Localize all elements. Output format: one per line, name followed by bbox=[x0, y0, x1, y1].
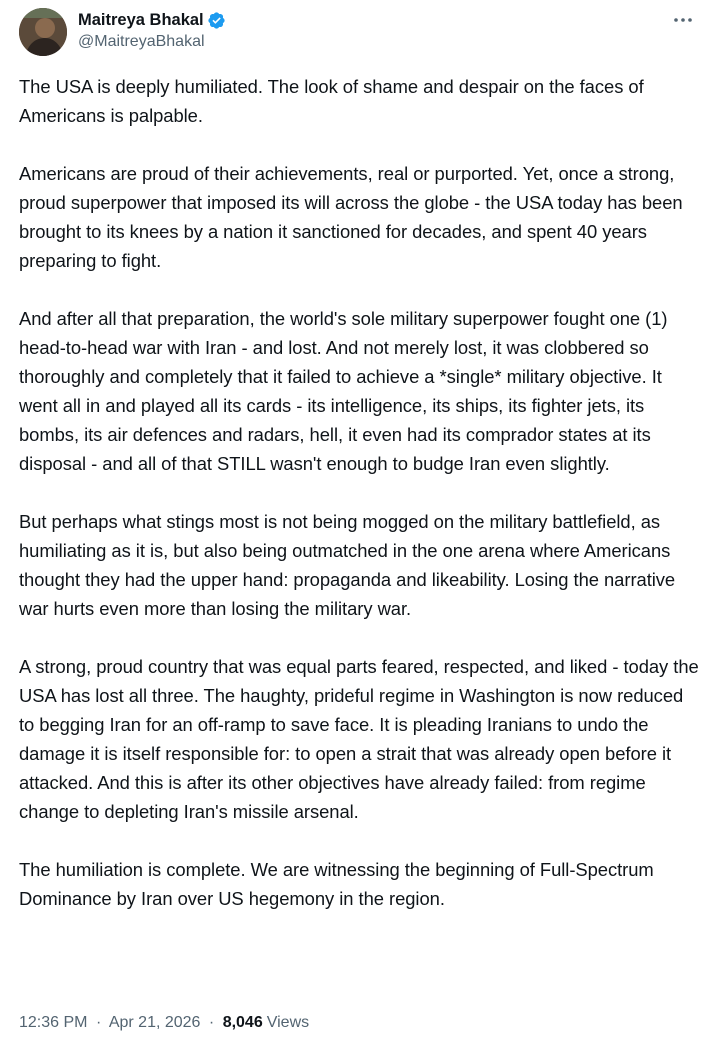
tweet-header bbox=[19, 8, 703, 58]
author-display-name[interactable]: Maitreya Bhakal bbox=[78, 10, 204, 29]
tweet-paragraph: The USA is deeply humiliated. The look of shame and despair on the faces of Americans is palpable. bbox=[19, 76, 644, 126]
tweet-paragraph: The humiliation is complete. We are witnessing the beginning of Full-Spectrum Dominance by Iran over US hegemony in the region. bbox=[19, 859, 654, 909]
tweet-paragraph: A strong, proud country that was equal parts feared, respected, and liked - today the USA has lost all three. The haughty, prideful regime in Washington is now reduced to begging Iran for an off-ramp to save face. It is pleading Iranians to undo the damage it is itself responsible for: to open a strait that was already open before it attacked. And this is after its other objectives have already failed: from regime change to depleting Iran's missile arsenal. bbox=[19, 656, 699, 822]
verified-badge-icon bbox=[207, 11, 226, 30]
views-label: Views bbox=[266, 1014, 310, 1031]
tweet-meta bbox=[19, 1014, 309, 1032]
author-names bbox=[78, 9, 226, 51]
display-name-row bbox=[78, 9, 226, 31]
tweet-paragraph: But perhaps what stings most is not being mogged on the military battlefield, as humiliating as it is, but also being outmatched in the one arena where Americans thought they had the upper hand: propaganda and likeability. Losing the narrative war hurts even more than losing the military war. bbox=[19, 511, 676, 619]
tweet-date[interactable]: Apr 21, 2026 bbox=[108, 1014, 201, 1031]
author-handle[interactable]: @MaitreyaBhakal bbox=[78, 33, 205, 50]
tweet-text bbox=[19, 72, 700, 913]
meta-separator: · bbox=[208, 1014, 215, 1031]
views-count[interactable]: 8,046 bbox=[222, 1014, 263, 1031]
more-options-icon[interactable] bbox=[669, 10, 697, 30]
tweet-paragraph: Americans are proud of their achievements, real or purported. Yet, once a strong, proud superpower that imposed its will across the globe - the USA today has been brought to its knees by a nation it sanctioned for decades, and spent 40 years preparing to fight. bbox=[19, 163, 683, 271]
tweet-paragraph: And after all that preparation, the world's sole military superpower fought one (1) head-to-head war with Iran - and lost. And not merely lost, it was clobbered so thoroughly and completely that it failed to achieve a *single* military objective. It went all in and played all its cards - its intelligence, its ships, its fighter jets, its bombs, its air defences and radars, hell, it even had its comprador states at its disposal - and all of that STILL wasn't enough to budge Iran even slightly. bbox=[19, 308, 668, 474]
avatar[interactable] bbox=[19, 8, 67, 56]
tweet-time[interactable]: 12:36 PM bbox=[19, 1014, 88, 1031]
meta-separator: · bbox=[95, 1014, 102, 1031]
